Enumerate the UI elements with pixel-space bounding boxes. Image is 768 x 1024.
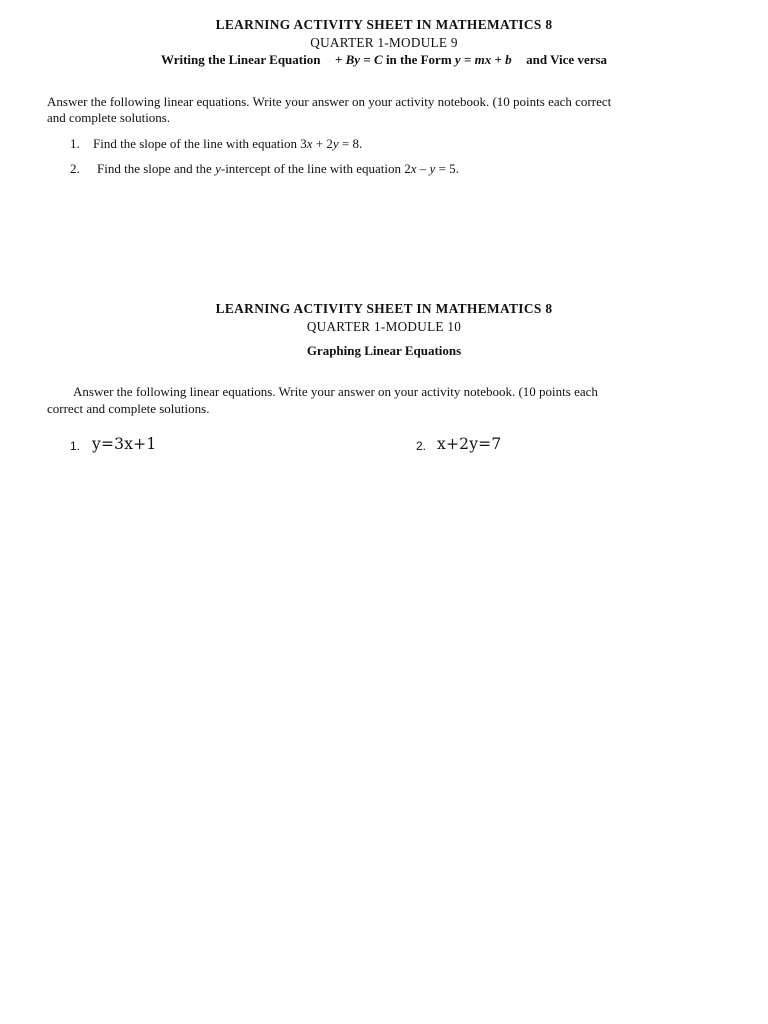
equation-1: y=3x+1 <box>92 435 157 453</box>
equation-number: 2. <box>416 439 427 453</box>
sheet1-topic <box>0 53 768 66</box>
topic-prefix: Writing the Linear Equation <box>160 52 321 67</box>
list-item <box>93 137 362 150</box>
topic-y: y <box>454 52 461 67</box>
item-eq-var: x <box>306 136 313 151</box>
item-eq-var: x <box>410 161 417 176</box>
item-eq-op: – <box>416 161 430 176</box>
sheet2-instructions-line2: correct and complete solutions. <box>47 401 210 416</box>
topic-equals: = <box>363 52 371 67</box>
topic-b: b <box>505 52 512 67</box>
item-eq-rest: = 8. <box>338 136 363 151</box>
item-number: 1. <box>70 136 80 151</box>
equation-2: x+2y=7 <box>437 435 502 453</box>
sheet2-quarter: QUARTER 1-MODULE 10 <box>306 319 462 334</box>
topic-plus: + <box>334 52 343 67</box>
item-number: 2. <box>70 161 80 176</box>
item-text: Find the slope and the <box>97 161 212 176</box>
topic-mid: in the Form <box>385 52 452 67</box>
item-eq-rest: = 5. <box>435 161 459 176</box>
sheet1-instructions-line1: Answer the following linear equations. Write your answer on your activity notebook. (10 points each correct <box>47 94 612 109</box>
topic-by: By <box>345 52 361 67</box>
item-eq-coef: 3 <box>300 136 307 151</box>
topic-suffix: and Vice versa <box>526 52 608 67</box>
equation-number: 1. <box>70 439 81 453</box>
item-text: -intercept of the line with equation <box>220 161 401 176</box>
item-eq-var: y <box>429 161 436 176</box>
item-eq-var: y <box>332 136 339 151</box>
sheet2-topic: Graphing Linear Equations <box>306 343 462 358</box>
topic-equals-2: = <box>463 52 472 67</box>
list-item <box>97 162 459 175</box>
sheet1-instructions-line2: and complete solutions. <box>47 110 171 125</box>
sheet1-quarter: QUARTER 1-MODULE 9 <box>310 35 458 50</box>
topic-mx: mx <box>474 52 492 67</box>
item-var-y: y <box>215 161 221 176</box>
sheet2-instructions-line1: Answer the following linear equations. Write your answer on your activity notebook. (10 points each <box>73 384 598 399</box>
topic-plus-2: + <box>494 52 502 67</box>
item-eq-op: + 2 <box>312 136 333 151</box>
item-eq-coef: 2 <box>404 161 411 176</box>
sheet2-title: LEARNING ACTIVITY SHEET IN MATHEMATICS 8 <box>215 301 553 316</box>
sheet1-title: LEARNING ACTIVITY SHEET IN MATHEMATICS 8 <box>215 17 553 32</box>
topic-c: C <box>374 52 383 67</box>
item-text: Find the slope of the line with equation <box>93 136 297 151</box>
